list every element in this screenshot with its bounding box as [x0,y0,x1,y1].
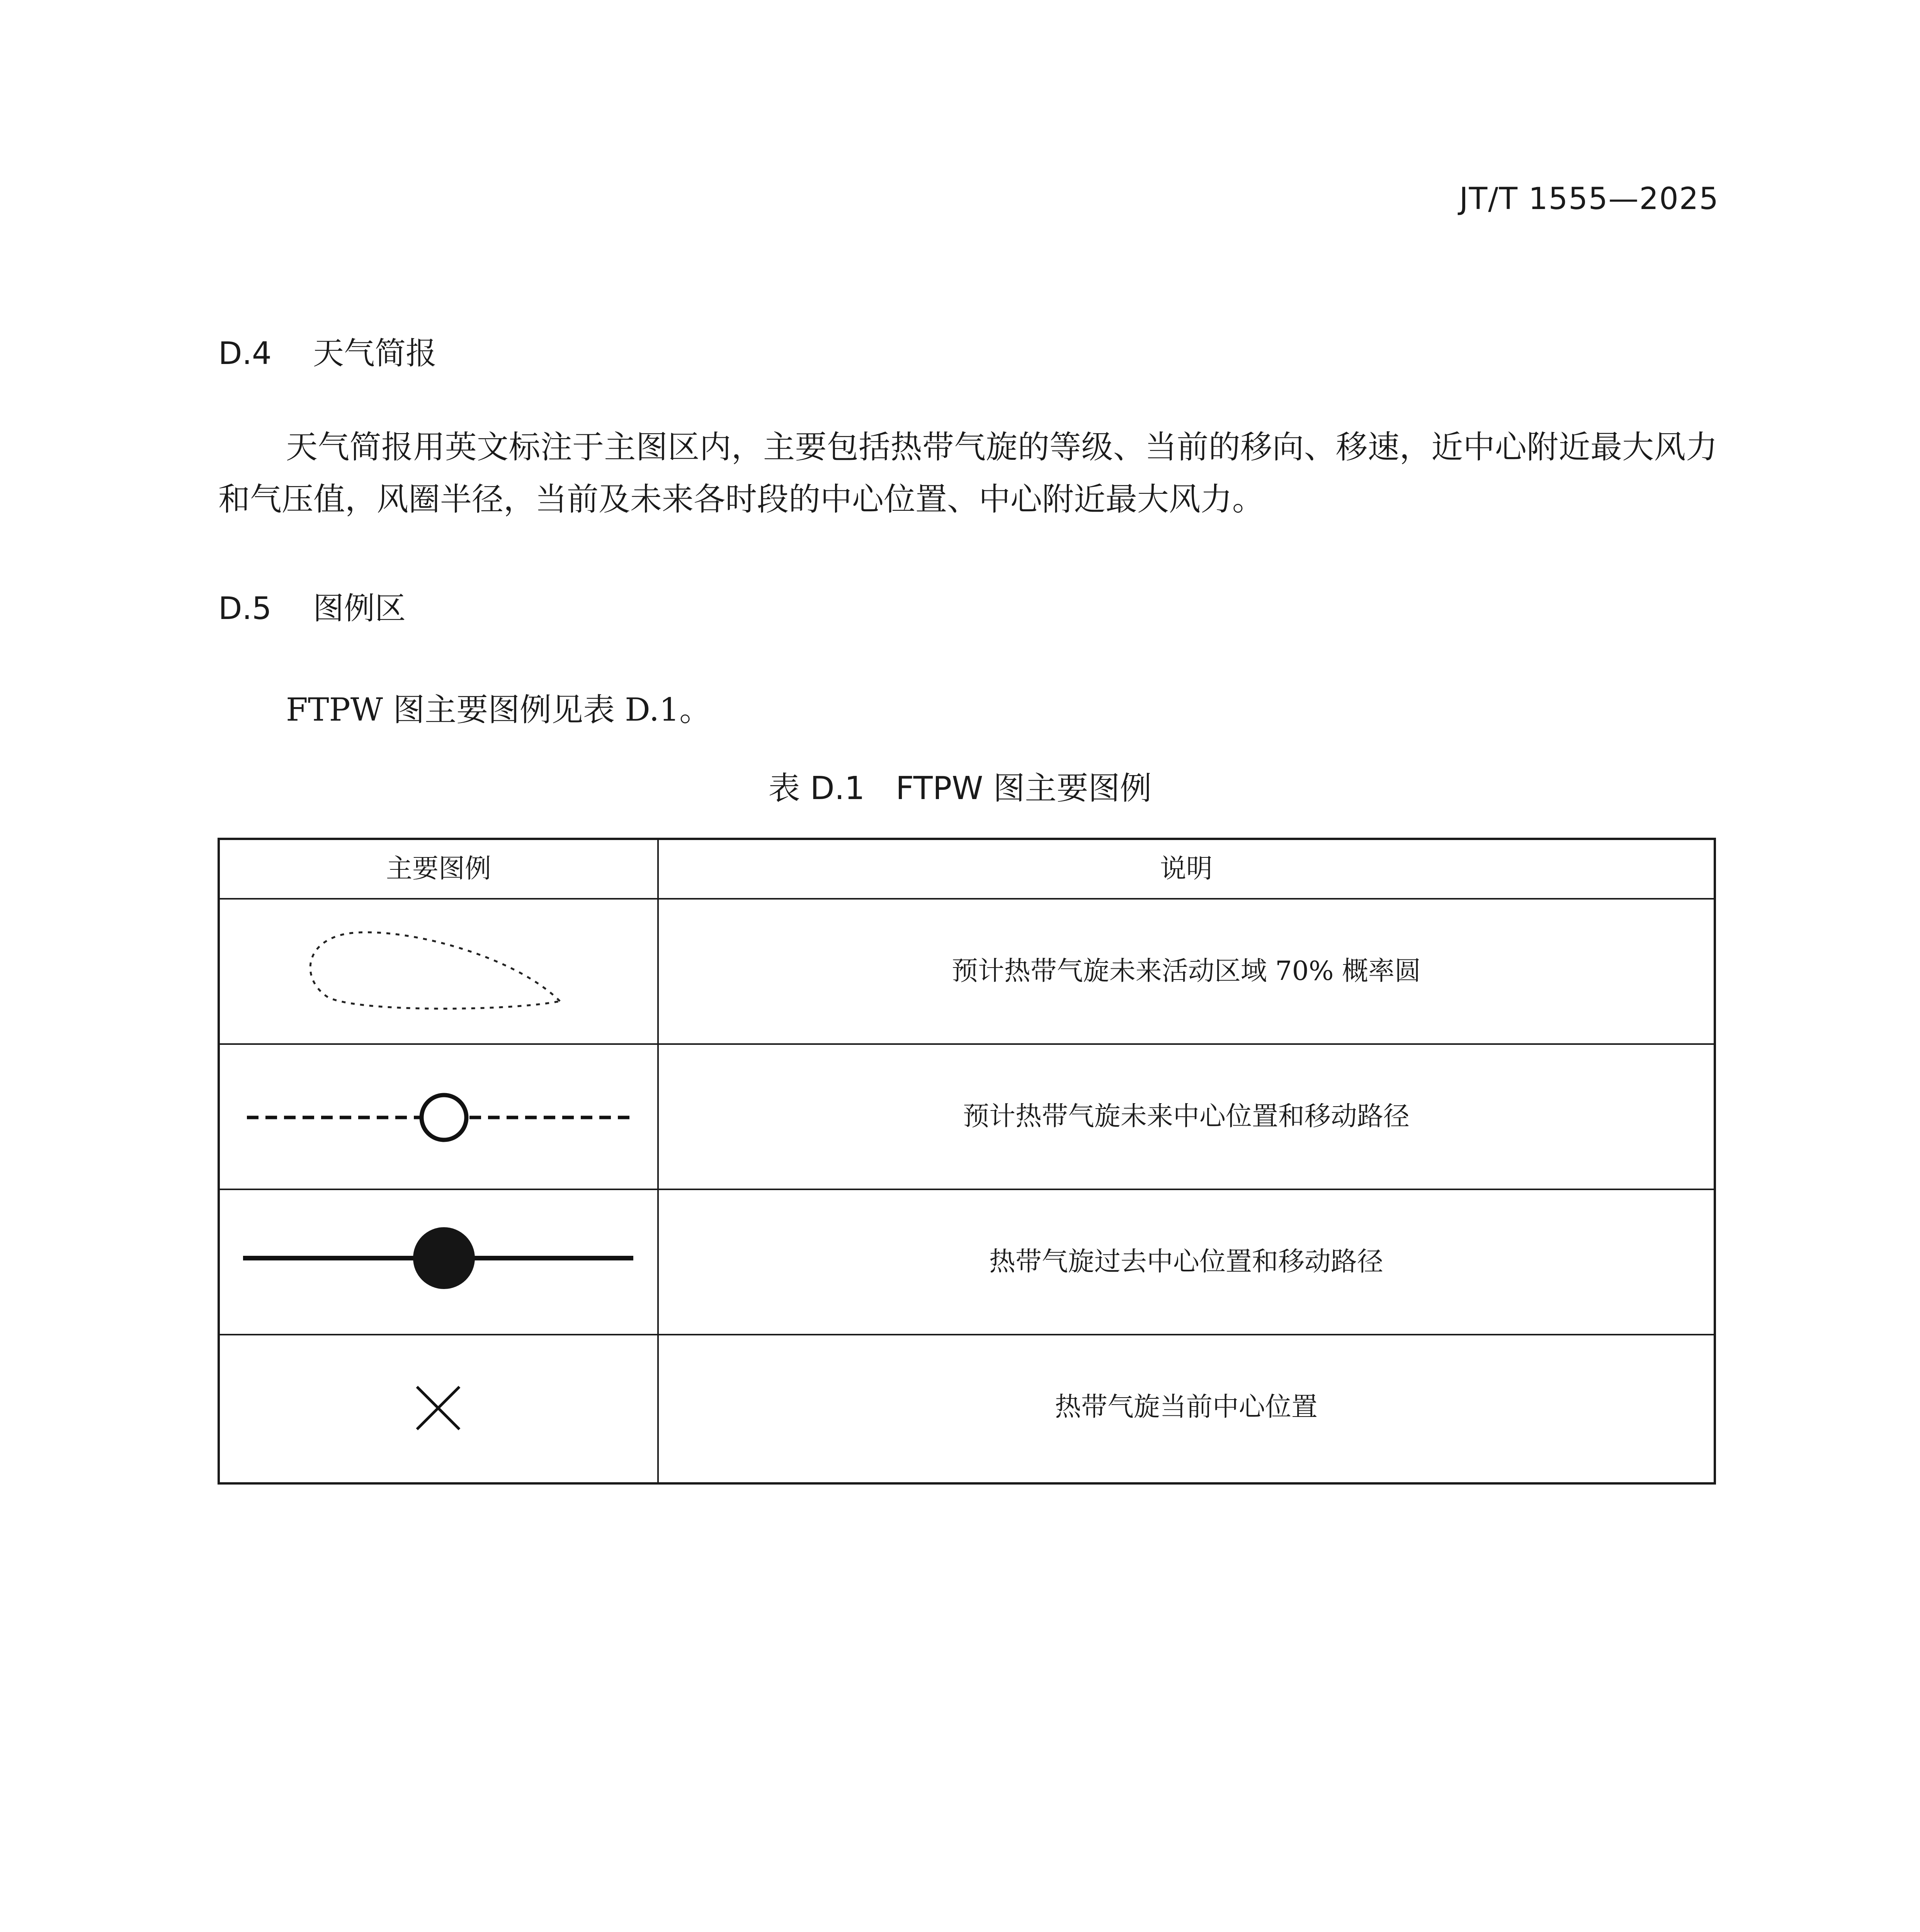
table-header-description: 说明 [1160,854,1213,884]
cross-mark-icon [220,1335,657,1485]
table-title: FTPW 图主要图例 [896,770,1152,807]
section-paragraph-d4: 天气简报用英文标注于主图区内，主要包括热带气旋的等级、当前的移向、移速，近中心附近最大风力和气压值，风圈半径，当前及未来各时段的中心位置、中心附近最大风力。 [218,429,1718,518]
section-paragraph-d5: FTPW 图主要图例见表 D.1。 [286,692,711,728]
table-row-description: 热带气旋过去中心位置和移动路径 [989,1247,1383,1277]
legend-table [218,838,1716,1485]
table-header-legend: 主要图例 [386,854,491,884]
table-row-description: 预计热带气旋未来中心位置和移动路径 [963,1101,1410,1132]
table-caption [0,763,1920,808]
section-heading-d5 [218,583,406,628]
table-number: 表 D.1 [768,770,865,807]
table-row-description: 预计热带气旋未来活动区域 70% 概率圆 [951,956,1421,986]
section-title: 图例区 [313,590,406,626]
table-row-description: 热带气旋当前中心位置 [1054,1392,1318,1422]
past-track-symbol [220,1189,657,1334]
document-code: JT/T 1555—2025 [1459,182,1719,216]
forecast-track-symbol [220,1044,657,1189]
section-number: D.5 [218,590,272,626]
section-heading-d4 [218,328,437,373]
probability-circle-symbol [220,899,657,1043]
section-title: 天气简报 [313,335,437,371]
section-number: D.4 [218,335,272,371]
